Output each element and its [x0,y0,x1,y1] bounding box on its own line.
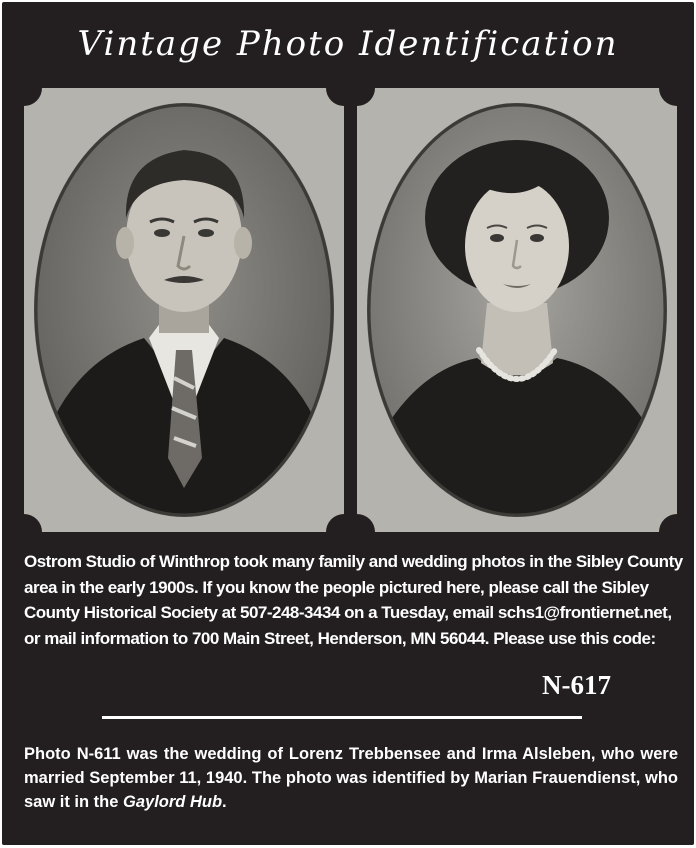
note-text: Photo N-611 was the wedding of Lorenz Trebbensee and Irma Alsleben, who were married September 11, 1940. The photo was identified by Marian Frauendienst, who saw it in the [24,745,678,811]
publication-name: Gaylord Hub [123,793,223,811]
divider [102,716,582,719]
portrait-woman-photo [357,88,677,532]
portrait-man-photo [24,88,344,532]
previous-identification-note [24,742,678,814]
identification-request-text: Ostrom Studio of Winthrop took many family and wedding photos in the Sibley County area in the early 1900s. If you know the people pictured here, please call the Sibley County Historical Society at 507-248-3434 on a Tuesday, email schs1@frontiernet.net, or mail information to 700 Main Street, Henderson, MN 56044. Please use this code: [24,552,683,648]
page-title: Vintage Photo Identification [77,24,619,64]
article-panel [2,2,694,845]
note-text-end: . [222,793,227,811]
photo-code: N-617 [542,670,611,700]
